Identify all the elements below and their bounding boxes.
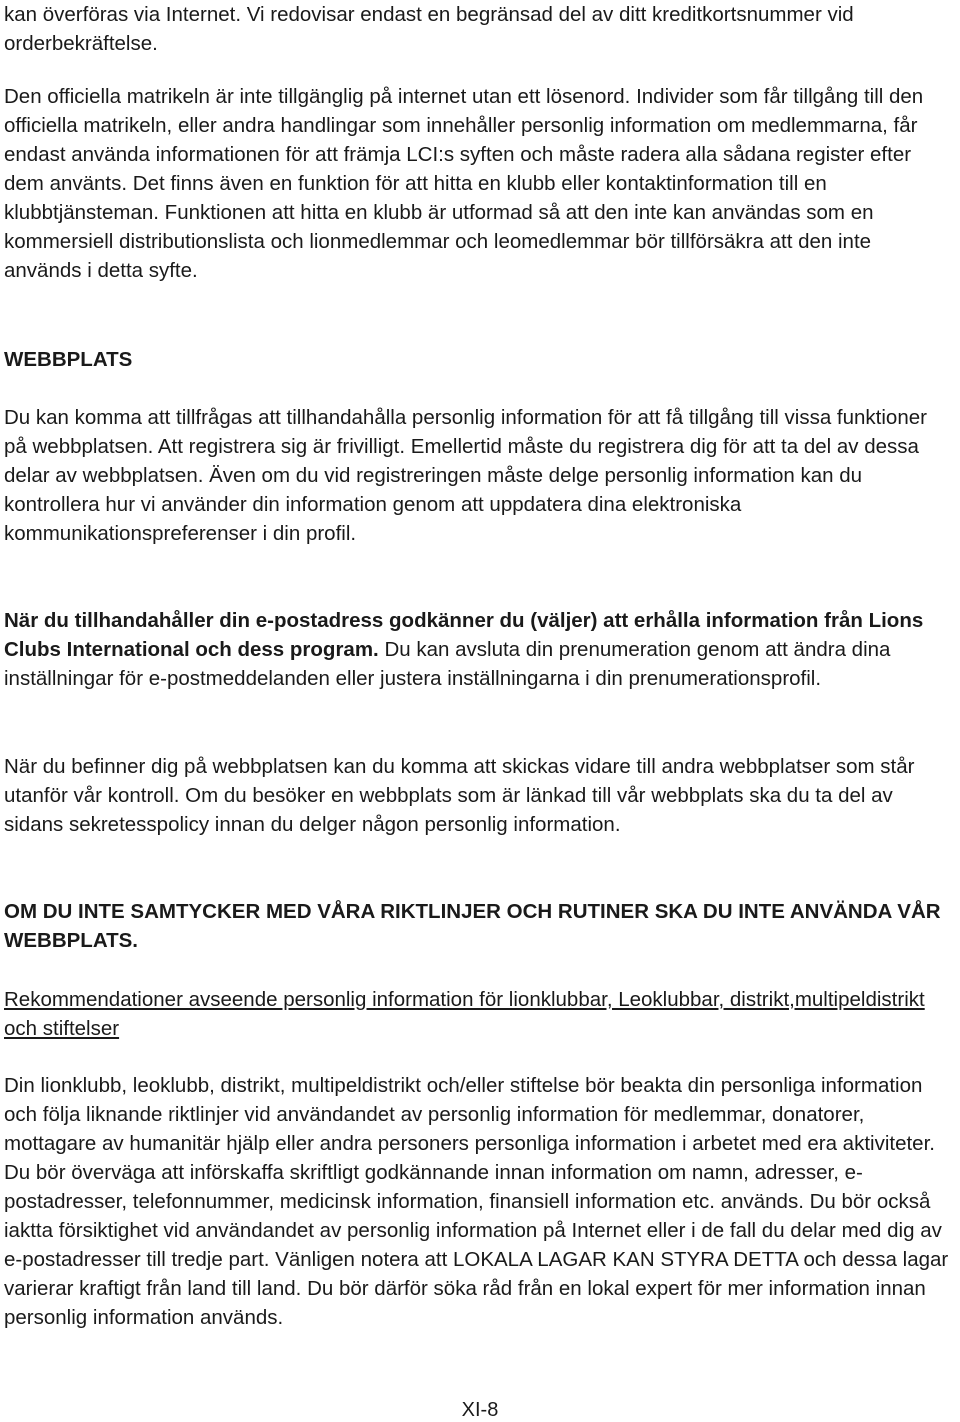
- paragraph-epost: [4, 606, 954, 693]
- heading-rekommendationer: Rekommendationer avseende personlig information för lionklubbar, Leoklubbar, distrikt,multipeldistrikt och stiftelser: [4, 988, 925, 1040]
- paragraph-creditcard: kan överföras via Internet. Vi redovisar endast en begränsad del av ditt kreditkortsnummer vid orderbekräftelse.: [4, 3, 854, 55]
- paragraph-registrering: Du kan komma att tillfrågas att tillhandahålla personlig information för att få tillgång till vissa funktioner på webbplatsen. Att registrera sig är frivilligt. Emellertid måste du registrera dig för att ta del av dessa delar av webbplatsen. Även om du vid registreringen måste delge personlig information kan du kontrollera hur vi använder din information genom att uppdatera dina elektroniska kommunikationspreferenser i din profil.: [4, 406, 927, 545]
- paragraph-externa-webbplatser: När du befinner dig på webbplatsen kan du komma att skickas vidare till andra webbplatser som står utanför vår kontroll. Om du besöker en webbplats som är länkad till vår webbplats ska du ta del av sidans sekretesspolicy innan du delger någon personlig information.: [4, 755, 915, 836]
- heading-webbplats: WEBBPLATS: [4, 348, 133, 371]
- paragraph-epost-rest: Du kan avsluta din prenumeration genom att ändra dina inställningar för e-postmeddelanden eller justera inställningarna i din prenumerationsprofil.: [4, 638, 891, 690]
- paragraph-matrikel: Den officiella matrikeln är inte tillgänglig på internet utan ett lösenord. Individer som får tillgång till den officiella matrikeln, eller andra handlingar som innehåller personlig information om medlemmarna, får endast använda informationen för att främja LCI:s syften och måste radera alla sådana register efter dem använts. Det finns även en funktion för att hitta en klubb eller kontaktinformation till en klubbtjänsteman. Funktionen att hitta en klubb är utformad så att den inte kan användas som en kommersiell distributionslista och lionmedlemmar och leomedlemmar bör tillförsäkra att den inte används i detta syfte.: [4, 85, 924, 282]
- paragraph-epost-bold: När du tillhandahåller din e-postadress godkänner du (väljer) att erhålla information från Lions Clubs International och dess program.: [4, 609, 924, 661]
- page-number: XI-8: [461, 1399, 499, 1421]
- paragraph-lionklubb: Din lionklubb, leoklubb, distrikt, multipeldistrikt och/eller stiftelse bör beakta din personliga information och följa liknande riktlinjer vid användandet av personlig information för medlemmar, donatorer, mottagare av humanitär hjälp eller andra personers personliga information i arbetet med era aktiviteter. Du bör överväga att införskaffa skriftligt godkännande innan information om namn, adresser, e-postadresser, telefonnummer, medicinsk information, finansiell information etc. används. Du bör också iaktta försiktighet vid användandet av personlig information på Internet eller i de fall du delar med dig av e-postadresser till tredje part. Vänligen notera att LOKALA LAGAR KAN STYRA DETTA och dessa lagar varierar kraftigt från land till land. Du bör därför söka råd från en lokal expert för mer information innan personlig information används.: [4, 1074, 949, 1329]
- paragraph-samtycke: OM DU INTE SAMTYCKER MED VÅRA RIKTLINJER OCH RUTINER SKA DU INTE ANVÄNDA VÅR WEBBPLATS.: [4, 900, 941, 952]
